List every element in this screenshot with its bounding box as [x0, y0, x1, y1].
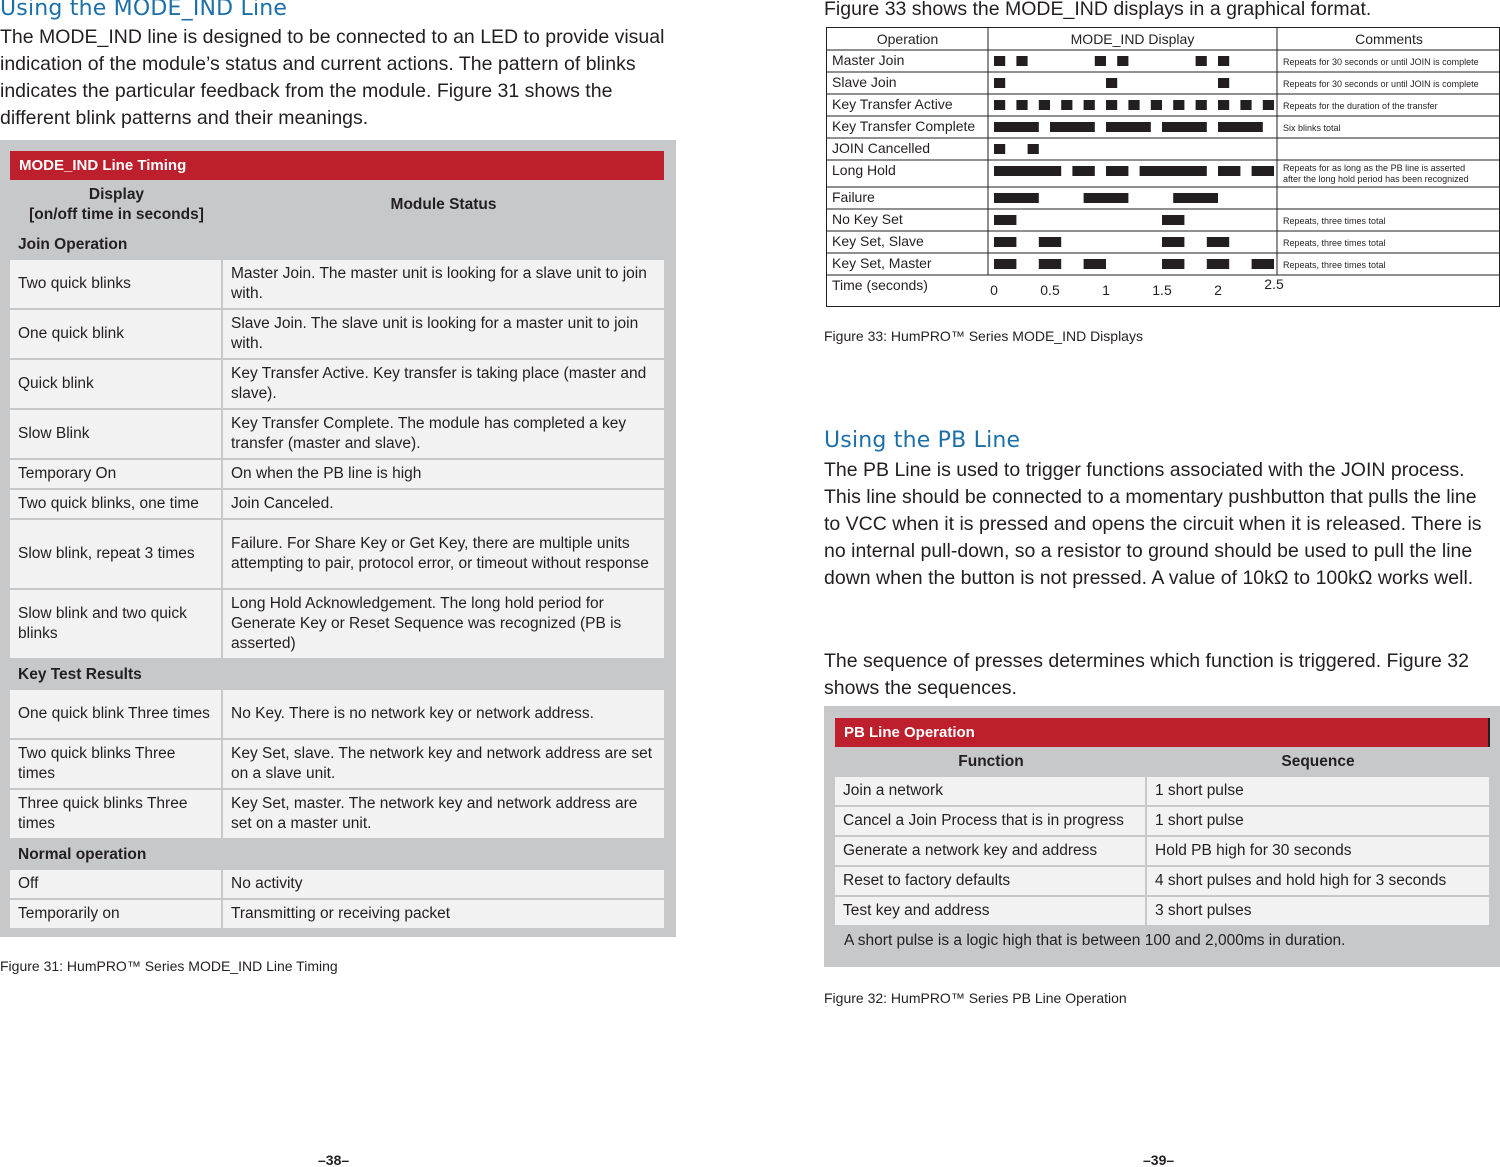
operation-label: No Key Set — [832, 211, 903, 227]
mode-ind-table — [10, 180, 664, 930]
comment-text: Repeats for 30 seconds or until JOIN is complete — [1283, 57, 1479, 67]
pulse-bar — [1207, 237, 1229, 247]
figure-32-caption: Figure 32: HumPRO™ Series PB Line Operation — [824, 990, 1127, 1006]
mode-ind-table-box — [0, 140, 676, 937]
sequence-cell: 1 short pulse — [1147, 807, 1489, 837]
time-tick-label: 2 — [1214, 282, 1222, 298]
pulse-bar — [1252, 259, 1274, 269]
pulse-bar — [1084, 259, 1106, 269]
pulse-bar — [1263, 100, 1274, 110]
pulse-bar — [1128, 100, 1139, 110]
pulse-bar — [1106, 100, 1117, 110]
mode-ind-display-figure — [826, 27, 1500, 307]
status-cell: Long Hold Acknowledgement. The long hold period for Generate Key or Reset Sequence was recognized (PB is asserted) — [223, 590, 664, 660]
comment-text: Repeats, three times total — [1283, 260, 1386, 270]
pulse-bar — [1173, 100, 1184, 110]
pulse-bar — [1196, 100, 1207, 110]
pulse-bar — [1207, 259, 1229, 269]
table-row — [10, 410, 664, 460]
pulse-bar — [994, 56, 1005, 66]
pulse-bar — [1162, 215, 1184, 225]
time-tick-label: 1 — [1102, 282, 1110, 298]
pulse-bar — [994, 215, 1016, 225]
pulse-bar — [1016, 56, 1027, 66]
mode-ind-column-header — [10, 180, 664, 230]
section-title: Normal operation — [10, 840, 664, 870]
function-cell: Generate a network key and address — [835, 837, 1147, 867]
status-cell: No Key. There is no network key or network address. — [223, 690, 664, 740]
operation-label: Key Set, Master — [832, 255, 932, 271]
table-row — [10, 310, 664, 360]
pulse-bar — [1039, 100, 1050, 110]
comment-text: Repeats for the duration of the transfer — [1283, 101, 1438, 111]
display-cell: One quick blink Three times — [10, 690, 223, 740]
pulse-bar — [1162, 122, 1207, 132]
pulse-bar — [1106, 166, 1128, 176]
pulse-bar — [994, 78, 1005, 88]
table-row — [835, 897, 1489, 927]
table-row — [10, 900, 664, 930]
pulse-bar — [1016, 100, 1027, 110]
time-tick-label: 0 — [990, 282, 998, 298]
function-cell: Test key and address — [835, 897, 1147, 927]
operation-label: Slave Join — [832, 74, 897, 90]
pb-column-header — [835, 747, 1489, 777]
table-row — [10, 740, 664, 790]
operation-label: Key Transfer Active — [832, 96, 953, 112]
pulse-bar — [1218, 56, 1229, 66]
column-header-function: Function — [958, 753, 1024, 770]
operation-label: Master Join — [832, 52, 905, 68]
pulse-bar — [1039, 237, 1061, 247]
operation-label: Long Hold — [832, 162, 896, 178]
section-title: Key Test Results — [10, 660, 664, 690]
mode-ind-table-title: MODE_IND Line Timing — [10, 151, 664, 180]
status-cell: On when the PB line is high — [223, 460, 664, 490]
pulse-bar — [1039, 259, 1061, 269]
table-row — [835, 867, 1489, 897]
section-title: Join Operation — [10, 230, 664, 260]
status-cell: Key Set, slave. The network key and network address are set on a slave unit. — [223, 740, 664, 790]
pulse-bar — [1050, 122, 1095, 132]
time-tick-label: 0.5 — [1040, 282, 1060, 298]
section-header — [10, 840, 664, 870]
pb-table-title: PB Line Operation — [835, 718, 1490, 747]
pulse-bar — [994, 193, 1039, 203]
status-cell: Key Transfer Complete. The module has completed a key transfer (master and slave). — [223, 410, 664, 460]
mode-ind-heading: Using the MODE_IND Line — [0, 0, 288, 21]
display-cell: Two quick blinks, one time — [10, 490, 223, 520]
column-header-display: Display [on/off time in seconds] — [29, 186, 204, 223]
pb-line-table — [835, 747, 1489, 927]
pulse-bar — [994, 237, 1016, 247]
pulse-bar — [994, 122, 1039, 132]
comment-text: Repeats for as long as the PB line is asserted — [1283, 163, 1466, 173]
status-cell: No activity — [223, 870, 664, 900]
header-operation: Operation — [876, 31, 939, 47]
function-cell: Join a network — [835, 777, 1147, 807]
table-row — [835, 837, 1489, 867]
pulse-bar — [1162, 237, 1184, 247]
pulse-bar — [1140, 166, 1207, 176]
pulse-bar — [994, 166, 1061, 176]
section-header — [10, 660, 664, 690]
time-axis-label: Time (seconds) — [832, 277, 928, 293]
pb-line-sequence-text: The sequence of presses determines which function is triggered. Figure 32 shows the sequences. — [824, 650, 1469, 699]
display-cell: Temporary On — [10, 460, 223, 490]
status-cell: Slave Join. The slave unit is looking for a master unit to join with. — [223, 310, 664, 360]
pulse-bar — [994, 100, 1005, 110]
pulse-bar — [1095, 56, 1106, 66]
table-row — [10, 690, 664, 740]
pulse-bar — [1106, 78, 1117, 88]
display-cell: Quick blink — [10, 360, 223, 410]
status-cell: Key Transfer Active. Key transfer is taking place (master and slave). — [223, 360, 664, 410]
comment-text: Repeats for 30 seconds or until JOIN is complete — [1283, 79, 1479, 89]
mode-ind-intro: The MODE_IND line is designed to be connected to an LED to provide visual indication of the module’s status and current actions. The pattern of blinks indicates the particular feedback from the module. Figure 31 shows the different blink patterns and their meanings. — [0, 26, 665, 129]
header-comments: Comments — [1355, 31, 1423, 47]
comment-text: after the long hold period has been recognized — [1283, 174, 1469, 184]
comment-text: Repeats, three times total — [1283, 216, 1386, 226]
display-cell: Slow blink and two quick blinks — [10, 590, 223, 660]
table-row — [10, 870, 664, 900]
pulse-bar — [1240, 100, 1251, 110]
display-cell: Temporarily on — [10, 900, 223, 930]
column-header-sequence: Sequence — [1281, 753, 1355, 770]
mode-ind-timing-diagram — [827, 28, 1500, 308]
table-row — [10, 590, 664, 660]
header-mode-ind-display: MODE_IND Display — [1070, 31, 1195, 47]
sequence-cell: Hold PB high for 30 seconds — [1147, 837, 1489, 867]
display-cell: Slow blink, repeat 3 times — [10, 520, 223, 590]
pulse-bar — [1196, 56, 1207, 66]
operation-label: Key Set, Slave — [832, 233, 924, 249]
sequence-cell: 1 short pulse — [1147, 777, 1489, 807]
pulse-bar — [1173, 193, 1218, 203]
table-row — [10, 520, 664, 590]
time-tick-label: 2.5 — [1264, 276, 1284, 292]
function-cell: Cancel a Join Process that is in progress — [835, 807, 1147, 837]
display-cell: Three quick blinks Three times — [10, 790, 223, 840]
time-tick-label: 1.5 — [1152, 282, 1172, 298]
pulse-bar — [1117, 56, 1128, 66]
pulse-bar — [1151, 100, 1162, 110]
pb-table-box — [824, 706, 1500, 967]
pulse-bar — [1252, 166, 1274, 176]
section-header — [10, 230, 664, 260]
pulse-bar — [1218, 166, 1240, 176]
pb-line-heading: Using the PB Line — [824, 428, 1021, 453]
left-page — [0, 0, 676, 1167]
table-row — [835, 807, 1489, 837]
table-row — [835, 777, 1489, 807]
pb-line-description: The PB Line is used to trigger functions associated with the JOIN process. This line should be connected to a momentary pushbutton that pulls the line to VCC when it is pressed and opens the circuit when it is released. There is no internal pull-down, so a resistor to ground should be used to pull the line down when the button is not pressed. A value of 10kΩ to 100kΩ works well. — [824, 459, 1482, 589]
table-row — [10, 360, 664, 410]
operation-label: Key Transfer Complete — [832, 118, 976, 134]
pulse-bar — [1106, 122, 1151, 132]
pulse-bar — [1084, 193, 1129, 203]
pulse-bar — [1218, 122, 1263, 132]
page-number-39: –39– — [1143, 1152, 1175, 1167]
figure-33-intro: Figure 33 shows the MODE_IND displays in a graphical format. — [824, 0, 1372, 20]
status-cell: Join Canceled. — [223, 490, 664, 520]
pulse-bar — [994, 259, 1016, 269]
operation-label: Failure — [832, 189, 875, 205]
pulse-bar — [1218, 100, 1229, 110]
figure-31-caption: Figure 31: HumPRO™ Series MODE_IND Line Timing — [0, 958, 338, 974]
pulse-bar — [1218, 78, 1229, 88]
pb-table-note: A short pulse is a logic high that is between 100 and 2,000ms in duration. — [844, 932, 1346, 949]
pulse-bar — [1072, 166, 1094, 176]
display-cell: One quick blink — [10, 310, 223, 360]
pulse-bar — [994, 144, 1005, 154]
pulse-bar — [1028, 144, 1039, 154]
status-cell: Key Set, master. The network key and network address are set on a master unit. — [223, 790, 664, 840]
comment-text: Repeats, three times total — [1283, 238, 1386, 248]
display-cell: Off — [10, 870, 223, 900]
status-cell: Master Join. The master unit is looking for a slave unit to join with. — [223, 260, 664, 310]
status-cell: Transmitting or receiving packet — [223, 900, 664, 930]
sequence-cell: 4 short pulses and hold high for 3 seconds — [1147, 867, 1489, 897]
function-cell: Reset to factory defaults — [835, 867, 1147, 897]
display-cell: Slow Blink — [10, 410, 223, 460]
table-row — [10, 790, 664, 840]
page-number-38: –38– — [318, 1152, 350, 1167]
display-cell: Two quick blinks — [10, 260, 223, 310]
pulse-bar — [1162, 259, 1184, 269]
display-cell: Two quick blinks Three times — [10, 740, 223, 790]
pulse-bar — [1084, 100, 1095, 110]
comment-text: Six blinks total — [1283, 123, 1341, 133]
table-row — [10, 260, 664, 310]
table-row — [10, 460, 664, 490]
status-cell: Failure. For Share Key or Get Key, there are multiple units attempting to pair, protocol error, or timeout without response — [223, 520, 664, 590]
figure-33-caption: Figure 33: HumPRO™ Series MODE_IND Displays — [824, 328, 1143, 344]
operation-label: JOIN Cancelled — [832, 140, 931, 156]
sequence-cell: 3 short pulses — [1147, 897, 1489, 927]
table-row — [10, 490, 664, 520]
column-header-module-status: Module Status — [390, 196, 497, 213]
pulse-bar — [1061, 100, 1072, 110]
